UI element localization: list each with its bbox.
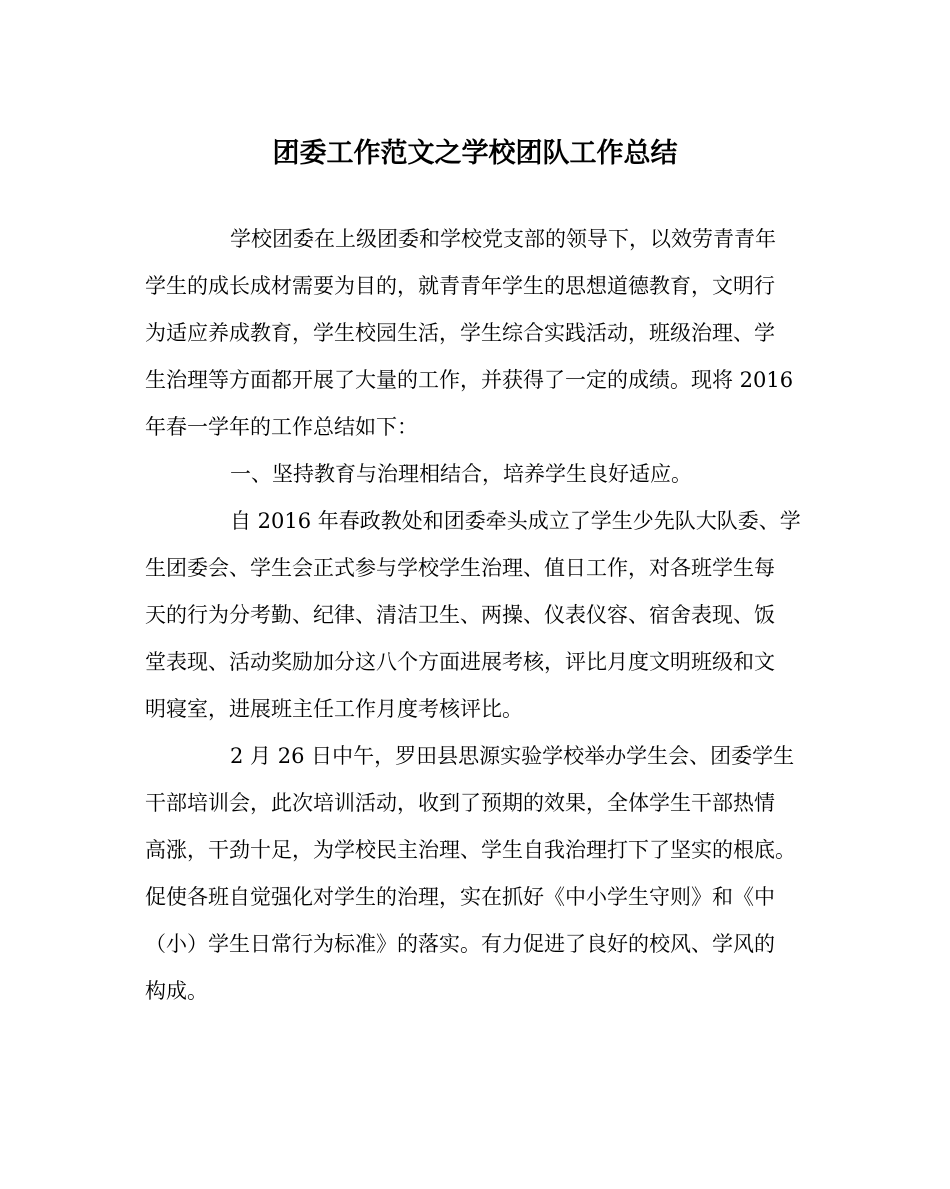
paragraph-line: 促使各班自觉强化对学生的治理，实在抓好《中小学生守则》和《中	[145, 885, 775, 909]
paragraph-line: （小）学生日常行为标准》的落实。有力促进了良好的校风、学风的	[145, 932, 775, 956]
paragraph-line: 天的行为分考勤、纪律、清洁卫生、两操、仪表仪容、宿舍表现、饭	[145, 603, 775, 627]
paragraph-line: 生治理等方面都开展了大量的工作，并获得了一定的成绩。现将 2016	[145, 368, 794, 392]
paragraph-line: 高涨，干劲十足，为学校民主治理、学生自我治理打下了坚实的根底。	[145, 838, 796, 862]
paragraph-line: 生团委会、学生会正式参与学校学生治理、值日工作，对各班学生每	[145, 556, 775, 580]
paragraph-line: 2 月 26 日中午，罗田县思源实验学校举办学生会、团委学生	[230, 744, 795, 768]
document-title: 团委工作范文之学校团队工作总结	[272, 138, 678, 169]
section-heading: 一、坚持教育与治理相结合，培养学生良好适应。	[230, 462, 692, 486]
paragraph-line: 干部培训会，此次培训活动，收到了预期的效果，全体学生干部热情	[145, 791, 775, 815]
paragraph-line: 年春一学年的工作总结如下：	[145, 415, 418, 439]
paragraph-line: 明寝室，进展班主任工作月度考核评比。	[145, 697, 523, 721]
paragraph-line: 构成。	[145, 979, 208, 1003]
paragraph-line: 学校团委在上级团委和学校党支部的领导下，以效劳青青年	[230, 227, 776, 251]
paragraph-line: 学生的成长成材需要为目的，就青青年学生的思想道德教育，文明行	[145, 274, 775, 298]
paragraph-line: 堂表现、活动奖励加分这八个方面进展考核，评比月度文明班级和文	[145, 650, 775, 674]
paragraph-line: 自 2016 年春政教处和团委牵头成立了学生少先队大队委、学	[230, 509, 801, 533]
paragraph-line: 为适应养成教育，学生校园生活，学生综合实践活动，班级治理、学	[145, 321, 775, 345]
